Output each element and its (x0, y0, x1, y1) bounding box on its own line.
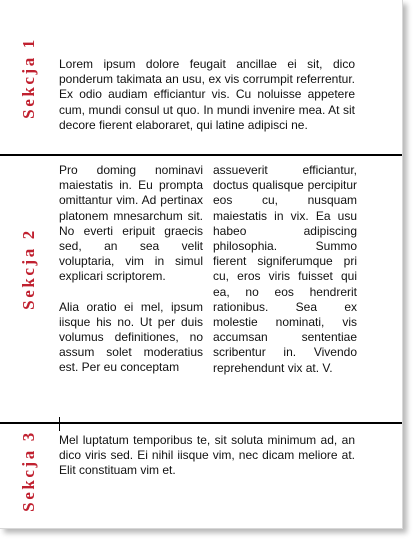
section-2-column-left[interactable] (59, 163, 203, 391)
section-3-label: Sekcja 3 (19, 430, 38, 512)
section-3-text[interactable]: Mel luptatum temporibus te, sit soluta minimum ad, an dico viris sed. Ei nihil iisque vim, nec dicam meliore at. Elit constituam vim et. (59, 433, 355, 478)
section-1-label-column (0, 0, 58, 155)
section-2-label-column (0, 155, 58, 423)
section-2-label: Sekcja 2 (19, 228, 38, 310)
section-3-label-column (0, 423, 58, 528)
section-1-label: Sekcja 1 (19, 37, 38, 119)
section-3 (0, 423, 402, 528)
section-2-left-paragraph-2: Alia oratio ei mel, ipsum iisque his no. Ut per duis volumus definitiones, no assum solet moderatius est. Per eu conceptam (59, 299, 203, 375)
section-1 (0, 0, 402, 155)
section-2 (0, 155, 402, 423)
section-1-text[interactable]: Lorem ipsum dolore feugait ancillae ei sit, dico ponderum takimata an usu, ex vis corrumpit referrentur. Ex odio audiam efficiantur vis. Cu noluisse appetere cum, mundi consul ut quo. In mundi invenire mea. At sit decore fierent elaboraret, qui latine adipisci ne. (59, 57, 355, 132)
section-2-column-right[interactable] (213, 163, 357, 391)
section-2-right-paragraph-1: assueverit efficiantur, doctus qualisque percipitur eos cu, nusquam maiestatis in vix. Ea usu habeo adipiscing philosophia. Summo fierent signiferumque pri cu, eros viris fuisset qui ea, no eos hendrerit rationibus. Sea ex molestie nominati, vis accumsan sententiae scribentur in. Vivendo reprehendunt vix at. V. (213, 163, 357, 375)
section-2-left-paragraph-1: Pro doming nominavi maiestatis in. Eu prompta omittantur vim. Ad pertinax platonem mnesarchum sit. No everti eripuit graecis sed, an sea velit voluptaria, vim in simul explicari scriptorem. (59, 163, 203, 284)
